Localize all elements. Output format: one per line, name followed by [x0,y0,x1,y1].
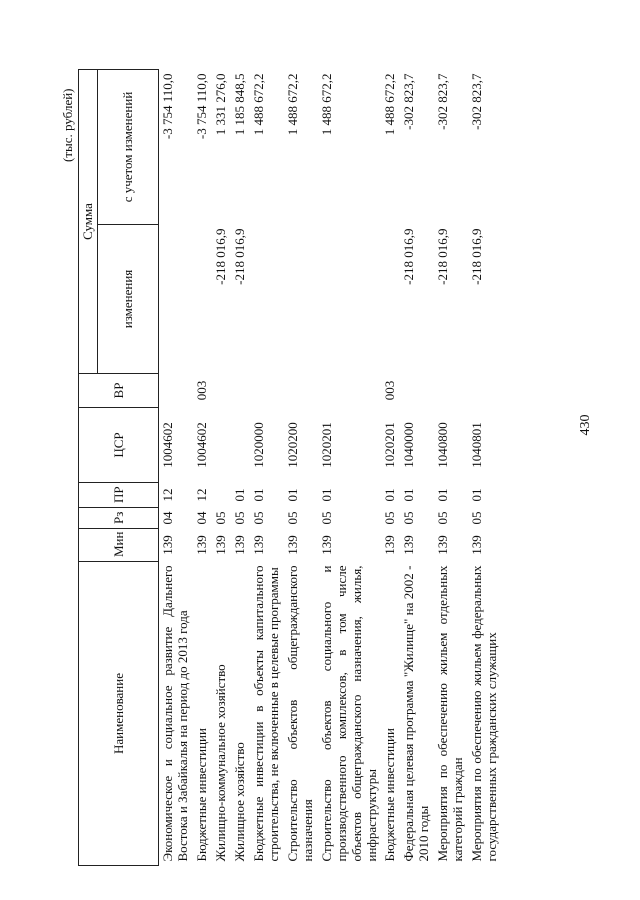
row-changes [250,225,284,374]
row-vr [159,374,193,408]
row-with-changes: 1 331 276,0 [213,73,229,136]
row-vr: 003 [194,380,210,401]
row-vr [231,374,250,408]
row-vr: 003 [382,380,398,401]
row-csr: 1004602 [160,422,176,468]
row-name: Федеральная целевая программа "Жилище" на 2002 - 2010 годы [401,565,432,862]
row-pr: 01 [469,488,485,502]
row-name: Строительство объектов общегражданского назначения [284,565,315,862]
row-changes [318,225,382,374]
row-pr: 01 [284,488,300,502]
row-with-changes: 1 185 848,5 [232,73,248,136]
row-vr [318,374,382,408]
row-with-changes: -302 823,7 [469,73,485,130]
row-with-changes: 1 488 672,2 [250,73,266,136]
row-with-changes: 1 488 672,2 [382,73,398,136]
row-pr: 01 [401,488,417,502]
row-rz: 05 [213,511,229,525]
header-row-1 [79,70,98,866]
row-name: Строительство объектов социального и производственного комплексов, в том числе объектов общегражданского назначения, жилья, инфраструктуры [318,565,379,862]
table-body [159,70,502,866]
row-csr [231,408,250,483]
header-csr: ЦСР [79,408,159,483]
row-pr: 12 [194,488,210,502]
row-min: 139 [435,535,451,555]
header-name: Наименование [79,562,159,866]
row-csr: 1020200 [284,422,300,468]
row-name: Мероприятия по обеспечению жильем отдельных категорий граждан [435,565,466,862]
row-name: Бюджетные инвестиции в объекты капитального строительства, не включенные в целевые программы [250,565,281,862]
row-pr: 01 [250,488,266,502]
row-vr [250,374,284,408]
header-with-changes: с учетом изменений [98,70,159,225]
row-csr: 1040801 [469,422,485,468]
table-row [212,70,231,866]
row-min: 139 [213,535,229,555]
table-row [231,70,250,866]
budget-table [78,69,502,866]
row-rz: 05 [318,511,334,525]
row-pr [212,483,231,508]
row-csr: 1040000 [401,422,417,468]
row-min: 139 [382,535,398,555]
table-row [284,70,318,866]
row-changes: -218 016,9 [213,228,229,285]
row-with-changes: 1 488 672,2 [318,73,334,136]
row-min: 139 [194,535,210,555]
table-row [159,70,193,866]
row-csr: 1020201 [318,422,334,468]
row-rz: 05 [401,511,417,525]
table-row [468,70,502,866]
row-changes: -218 016,9 [435,228,451,285]
row-with-changes: -3 754 110,0 [160,73,176,140]
row-name: Бюджетные инвестиции [382,728,398,862]
header-pr: ПР [79,483,159,508]
row-csr: 1020201 [382,422,398,468]
row-changes [381,225,400,374]
row-pr: 01 [232,488,248,502]
table-row [193,70,212,866]
row-changes: -218 016,9 [401,228,417,285]
row-changes [284,225,318,374]
row-pr: 12 [160,488,176,502]
row-pr: 01 [382,488,398,502]
row-rz: 05 [232,511,248,525]
header-rz: Рз [79,508,159,529]
table-row [434,70,468,866]
row-min: 139 [469,535,485,555]
row-rz: 05 [469,511,485,525]
row-name: Жилищно-коммунальное хозяйство [213,664,229,862]
row-rz: 05 [435,511,451,525]
row-rz: 05 [382,511,398,525]
header-sum: Сумма [79,70,98,374]
row-with-changes: -302 823,7 [435,73,451,130]
row-pr: 01 [435,488,451,502]
row-name: Мероприятия по обеспечению жильем федеральных государственных гражданских служащих [469,565,500,862]
row-name: Бюджетные инвестиции [194,728,210,862]
row-min: 139 [318,535,334,555]
row-vr [284,374,318,408]
row-min: 139 [250,535,266,555]
table-row [318,70,382,866]
row-rz: 05 [250,511,266,525]
row-min: 139 [401,535,417,555]
row-with-changes: -3 754 110,0 [194,73,210,140]
row-csr: 1004602 [194,422,210,468]
row-changes: -218 016,9 [469,228,485,285]
row-min: 139 [232,535,248,555]
row-with-changes: -302 823,7 [401,73,417,130]
table-row [400,70,434,866]
table-row [381,70,400,866]
row-csr: 1040800 [435,422,451,468]
page-number: 430 [578,414,593,436]
row-changes: -218 016,9 [232,228,248,285]
header-changes: изменения [98,225,159,374]
units-caption: (тыс. рублей) [60,88,75,162]
row-changes [193,225,212,374]
row-vr [468,374,502,408]
row-rz: 04 [160,511,176,525]
row-pr: 01 [318,488,334,502]
row-min: 139 [284,535,300,555]
row-name: Жилищное хозяйство [232,742,248,862]
row-rz: 04 [194,511,210,525]
header-min: Мин [79,529,159,562]
header-vr: ВР [79,374,159,408]
row-vr [400,374,434,408]
row-csr: 1020000 [250,422,266,468]
row-vr [212,374,231,408]
row-changes [159,225,193,374]
row-min: 139 [160,535,176,555]
row-vr [434,374,468,408]
table-row [250,70,284,866]
row-csr [212,408,231,483]
row-name: Экономическое и социальное развитие Дальнего Востока и Забайкалья на период до 2013 года [160,565,191,862]
row-with-changes: 1 488 672,2 [284,73,300,136]
row-rz: 05 [284,511,300,525]
